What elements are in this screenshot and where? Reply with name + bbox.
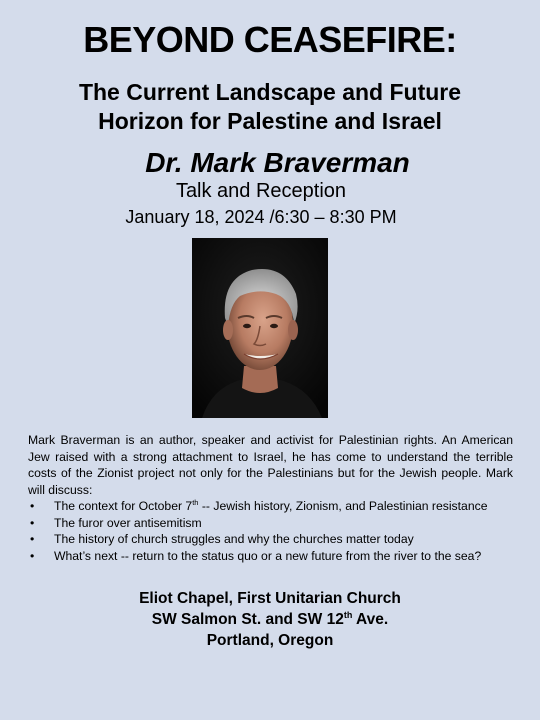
speaker-portrait-image (192, 238, 328, 418)
discussion-topics (28, 498, 518, 564)
bullet-icon: • (30, 515, 35, 530)
speaker-bio: Mark Braverman is an author, speaker and activist for Palestinian rights. An American Jew raised with a strong attachment to Israel, he has come to understand the terrible costs of the Zionist project not only for the Palestinians but for the Jewish people. Mark will discuss: (28, 433, 513, 497)
bullet-icon: • (30, 548, 35, 563)
list-item: • What’s next -- return to the status quo or a new future from the river to the sea? (30, 548, 482, 563)
venue-address: SW Salmon St. and SW 12th Ave. (151, 609, 389, 628)
list-item: • The context for October 7th -- Jewish history, Zionism, and Palestinian resistance (30, 497, 488, 513)
venue-city: Portland, Oregon (206, 632, 334, 649)
bullet-icon: • (30, 532, 35, 546)
venue-name: Eliot Chapel, First Unitarian Church (139, 590, 401, 607)
event-type: Talk and Reception (175, 180, 347, 202)
flyer-subtitle (20, 78, 520, 136)
event-date: January 18, 2024 /6:30 – 8:30 PM (125, 207, 397, 227)
venue-info (0, 588, 540, 651)
subtitle-line-1: The Current Landscape and Future (78, 79, 462, 105)
flyer-title: BEYOND CEASEFIRE: (83, 19, 457, 60)
list-item: • The furor over antisemitism (30, 515, 202, 530)
speaker-name: Dr. Mark Braverman (145, 147, 410, 178)
speaker-photo (192, 238, 328, 418)
bullet-icon: • (30, 499, 35, 513)
list-item: • The history of church struggles and why the churches matter today (30, 532, 414, 546)
subtitle-line-2: Horizon for Palestine and Israel (98, 108, 442, 134)
